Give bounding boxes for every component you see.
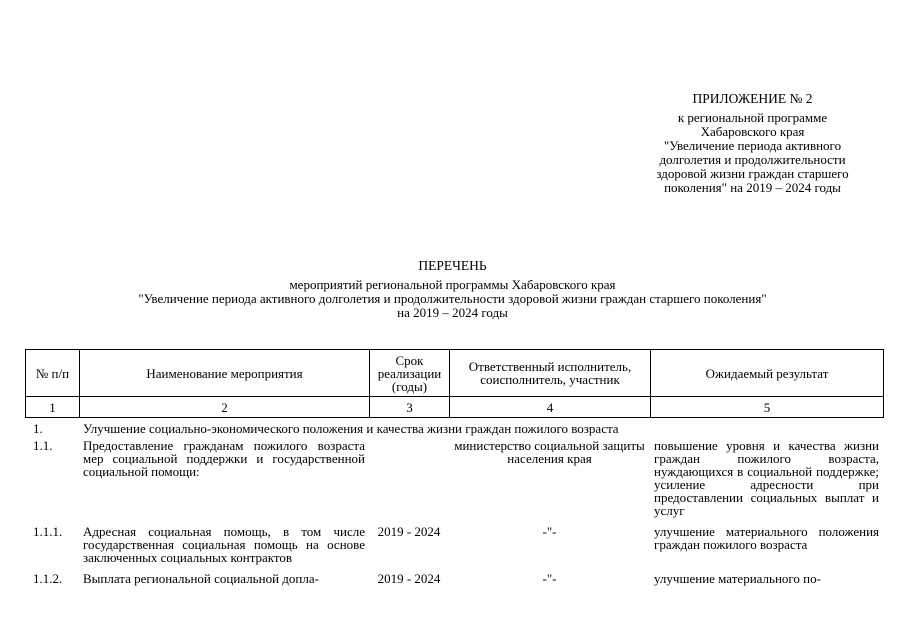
row-result: повышение уровня и качества жизни граждан пожилого возраста, нуждающихся в социальной поддержке; усиление адресности при предоставлении социальных выплат и услуг — [654, 438, 880, 518]
document-subtitle — [0, 278, 905, 320]
row-period: 2019 - 2024 — [377, 571, 441, 586]
subtitle-line: мероприятий региональной программы Хабаровского края — [289, 277, 616, 292]
row-executor: министерство социальной защиты населения края — [454, 438, 645, 466]
appendix-line: "Увеличение периода активного — [663, 138, 842, 153]
header-cell-name: Наименование мероприятия — [80, 350, 370, 397]
row-number: 1.1.2. — [33, 571, 63, 586]
section-number: 1. — [33, 421, 43, 436]
row-period: 2019 - 2024 — [377, 524, 441, 539]
row-name: Адресная социальная помощь, в том числе государственная социальная помощь на основе заключенных социальных контрактов — [83, 524, 365, 565]
row-result: улучшение материального по- — [654, 571, 821, 586]
section-title: Улучшение социально-экономического положения и качества жизни граждан пожилого возраста — [83, 421, 619, 436]
table-section-row — [25, 422, 883, 439]
row-executor: -"- — [542, 571, 557, 586]
column-number-cell: 5 — [651, 397, 884, 418]
table-row — [25, 439, 883, 525]
row-name: Предоставление гражданам пожилого возраста мер социальной поддержки и государственной социальной помощи: — [83, 438, 365, 479]
appendix-line: здоровой жизни граждан старшего — [656, 166, 849, 181]
appendix-line: долголетия и продолжительности — [659, 152, 846, 167]
column-number-cell: 2 — [80, 397, 370, 418]
appendix-heading: ПРИЛОЖЕНИЕ № 2 — [692, 91, 813, 106]
table-body — [25, 422, 883, 593]
appendix-line: к региональной программе — [677, 110, 828, 125]
table-header — [25, 349, 884, 418]
header-cell-result: Ожидаемый результат — [651, 350, 884, 397]
row-result: улучшение материального положения граждан пожилого возраста — [654, 524, 880, 552]
subtitle-line: "Увеличение периода активного долголетия и продолжительности здоровой жизни граждан старшего поколения" — [138, 291, 767, 306]
column-number-cell: 4 — [450, 397, 651, 418]
row-period — [369, 439, 449, 525]
row-executor: -"- — [542, 524, 557, 539]
document-title: ПЕРЕЧЕНЬ — [418, 258, 487, 273]
row-number: 1.1.1. — [33, 524, 63, 539]
subtitle-line: на 2019 – 2024 годы — [397, 305, 508, 320]
table-row — [25, 525, 883, 572]
table-row — [25, 572, 883, 593]
row-number: 1.1. — [33, 438, 53, 453]
appendix-block — [625, 92, 880, 195]
appendix-line: Хабаровского края — [700, 124, 805, 139]
header-cell-number: № п/п — [26, 350, 80, 397]
row-name: Выплата региональной социальной допла- — [83, 571, 319, 586]
column-number-cell: 3 — [370, 397, 450, 418]
header-cell-executor: Ответственный исполнитель, соисполнитель, участник — [450, 350, 651, 397]
appendix-line: поколения" на 2019 – 2024 годы — [664, 180, 841, 195]
header-cell-period: Срок реализации (годы) — [370, 350, 450, 397]
column-number-cell: 1 — [26, 397, 80, 418]
